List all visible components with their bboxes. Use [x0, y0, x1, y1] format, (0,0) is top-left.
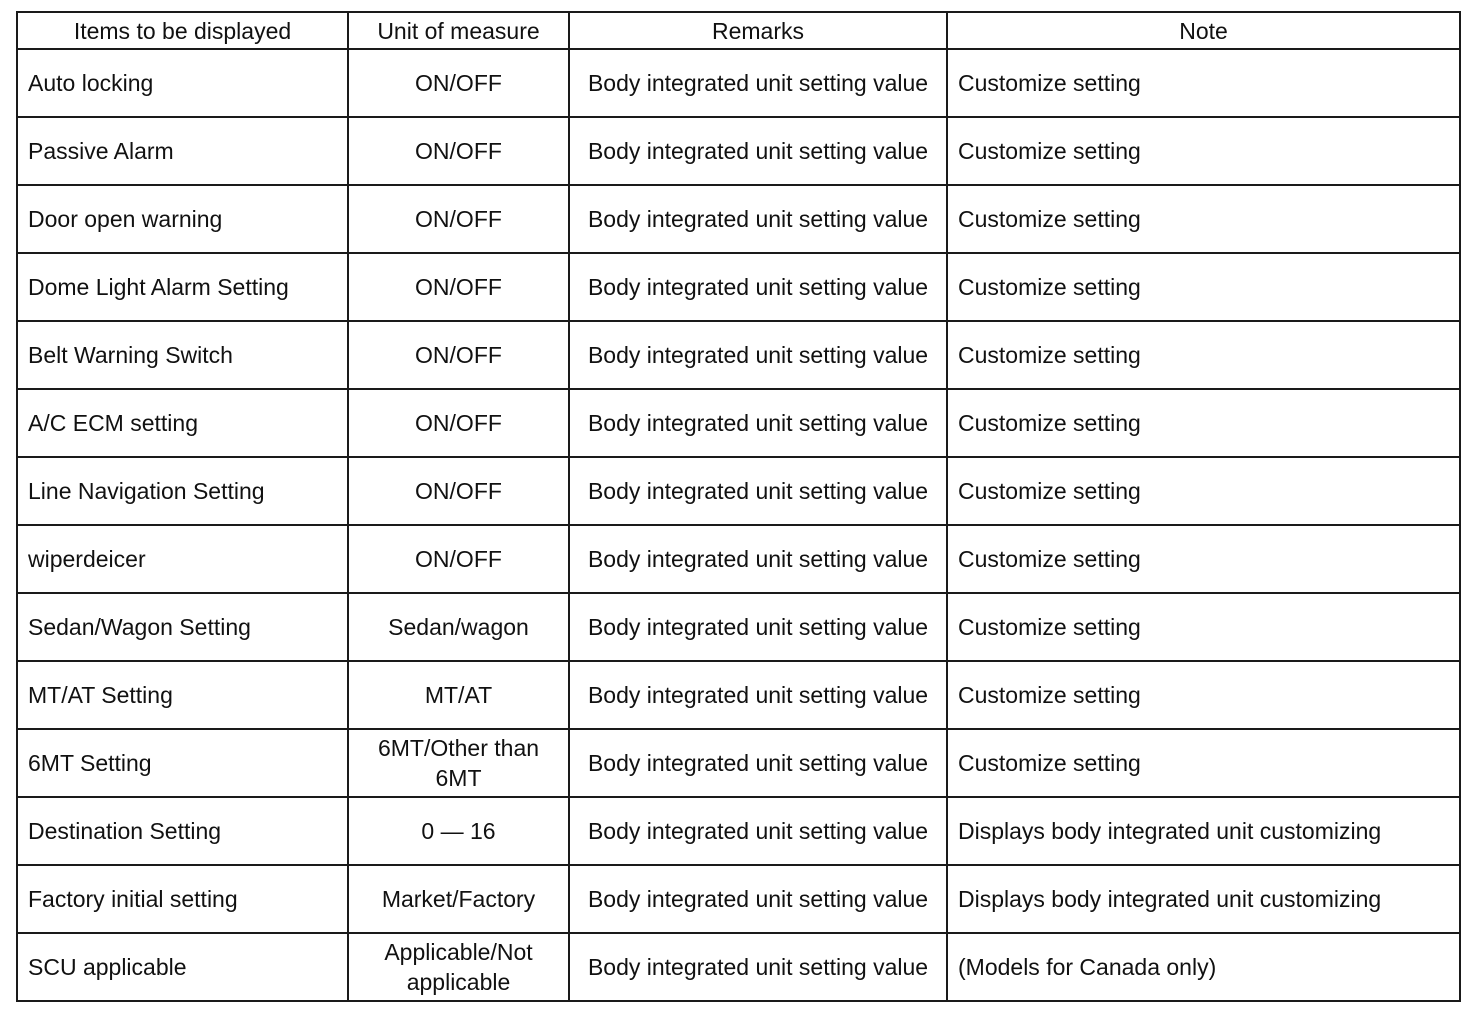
cell-note: Customize setting — [947, 593, 1460, 661]
cell-note: Customize setting — [947, 525, 1460, 593]
cell-item: Auto locking — [17, 49, 348, 117]
cell-unit: 0 — 16 — [348, 797, 569, 865]
table-body — [17, 49, 1460, 1001]
cell-remarks: Body integrated unit setting value — [569, 525, 947, 593]
table-row — [17, 729, 1460, 797]
table-row — [17, 525, 1460, 593]
table-row — [17, 49, 1460, 117]
table-row — [17, 661, 1460, 729]
cell-remarks: Body integrated unit setting value — [569, 321, 947, 389]
cell-remarks: Body integrated unit setting value — [569, 593, 947, 661]
cell-unit: ON/OFF — [348, 49, 569, 117]
cell-unit: Sedan/wagon — [348, 593, 569, 661]
table-row — [17, 933, 1460, 1001]
cell-remarks: Body integrated unit setting value — [569, 457, 947, 525]
header-note: Note — [947, 12, 1460, 49]
cell-note: Customize setting — [947, 185, 1460, 253]
cell-unit: ON/OFF — [348, 117, 569, 185]
cell-note: Customize setting — [947, 117, 1460, 185]
cell-remarks: Body integrated unit setting value — [569, 253, 947, 321]
cell-note: Customize setting — [947, 729, 1460, 797]
cell-note: Customize setting — [947, 661, 1460, 729]
cell-unit: 6MT/Other than 6MT — [348, 729, 569, 797]
table-row — [17, 389, 1460, 457]
cell-note: Customize setting — [947, 321, 1460, 389]
cell-item: Sedan/Wagon Setting — [17, 593, 348, 661]
cell-item: 6MT Setting — [17, 729, 348, 797]
settings-table — [16, 11, 1461, 1002]
cell-remarks: Body integrated unit setting value — [569, 797, 947, 865]
cell-remarks: Body integrated unit setting value — [569, 117, 947, 185]
cell-note: (Models for Canada only) — [947, 933, 1460, 1001]
cell-item: Factory initial setting — [17, 865, 348, 933]
cell-item: Door open warning — [17, 185, 348, 253]
cell-unit: ON/OFF — [348, 389, 569, 457]
table-row — [17, 253, 1460, 321]
cell-remarks: Body integrated unit setting value — [569, 185, 947, 253]
cell-remarks: Body integrated unit setting value — [569, 661, 947, 729]
cell-unit: ON/OFF — [348, 185, 569, 253]
cell-item: MT/AT Setting — [17, 661, 348, 729]
table-header — [17, 12, 1460, 49]
table-row — [17, 321, 1460, 389]
cell-item: Line Navigation Setting — [17, 457, 348, 525]
header-row — [17, 12, 1460, 49]
cell-note: Customize setting — [947, 389, 1460, 457]
cell-item: Belt Warning Switch — [17, 321, 348, 389]
table-row — [17, 117, 1460, 185]
cell-unit: Applicable/Not applicable — [348, 933, 569, 1001]
table-row — [17, 185, 1460, 253]
cell-unit: ON/OFF — [348, 253, 569, 321]
cell-item: wiperdeicer — [17, 525, 348, 593]
cell-unit: MT/AT — [348, 661, 569, 729]
cell-item: Passive Alarm — [17, 117, 348, 185]
cell-note: Customize setting — [947, 253, 1460, 321]
cell-note: Displays body integrated unit customizing — [947, 865, 1460, 933]
cell-note: Customize setting — [947, 457, 1460, 525]
cell-unit: ON/OFF — [348, 525, 569, 593]
cell-item: Dome Light Alarm Setting — [17, 253, 348, 321]
cell-remarks: Body integrated unit setting value — [569, 49, 947, 117]
cell-remarks: Body integrated unit setting value — [569, 865, 947, 933]
cell-note: Customize setting — [947, 49, 1460, 117]
header-remarks: Remarks — [569, 12, 947, 49]
cell-item: A/C ECM setting — [17, 389, 348, 457]
cell-remarks: Body integrated unit setting value — [569, 729, 947, 797]
header-items: Items to be displayed — [17, 12, 348, 49]
cell-note: Displays body integrated unit customizing — [947, 797, 1460, 865]
header-unit: Unit of measure — [348, 12, 569, 49]
table-row — [17, 865, 1460, 933]
table-row — [17, 797, 1460, 865]
table-row — [17, 457, 1460, 525]
cell-item: SCU applicable — [17, 933, 348, 1001]
cell-unit: ON/OFF — [348, 457, 569, 525]
table-row — [17, 593, 1460, 661]
cell-remarks: Body integrated unit setting value — [569, 389, 947, 457]
cell-unit: Market/Factory — [348, 865, 569, 933]
cell-unit: ON/OFF — [348, 321, 569, 389]
cell-remarks: Body integrated unit setting value — [569, 933, 947, 1001]
cell-item: Destination Setting — [17, 797, 348, 865]
